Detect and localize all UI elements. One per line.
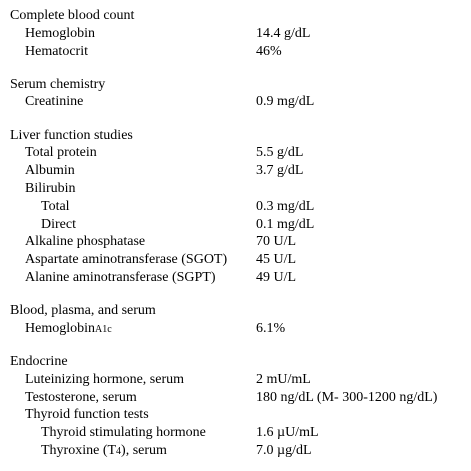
lab-value: 49 U/L <box>256 269 297 285</box>
lab-value: 7.0 µg/dL <box>256 442 312 458</box>
section-title: Liver function studies <box>10 127 133 143</box>
lab-label-pre: Thyroxine (T <box>41 442 117 458</box>
section-title: Serum chemistry <box>10 76 106 92</box>
lab-row-thyroxine <box>10 442 470 460</box>
lab-results-table <box>10 7 470 460</box>
lab-row-lh <box>10 371 470 389</box>
section-header-liver <box>10 127 470 145</box>
lab-label: Testosterone, serum <box>25 389 137 405</box>
lab-row-albumin <box>10 162 470 180</box>
lab-value: 70 U/L <box>256 234 297 250</box>
lab-label-subscript: 4 <box>116 445 122 457</box>
section-title: Complete blood count <box>10 8 135 23</box>
lab-row-hba1c <box>10 320 470 338</box>
lab-value: 2 mU/mL <box>256 371 311 387</box>
lab-value: 5.5 g/dL <box>256 145 304 161</box>
lab-value: 0.9 mg/dL <box>256 94 315 110</box>
lab-row-tsh <box>10 424 470 442</box>
lab-value: 46% <box>256 43 282 59</box>
lab-label <box>41 442 167 461</box>
lab-label: Thyroid function tests <box>25 407 149 423</box>
lab-row-bilirubin-total <box>10 198 470 216</box>
lab-label <box>25 320 112 339</box>
lab-label-post: ), serum <box>121 442 167 458</box>
section-header-blood <box>10 302 470 320</box>
lab-subheader-thyroid <box>10 406 470 424</box>
lab-subheader-bilirubin <box>10 180 470 198</box>
lab-row-total-protein <box>10 144 470 162</box>
section-header-serum-chemistry <box>10 76 470 94</box>
lab-row-alkaline-phosphatase <box>10 233 470 251</box>
section-title: Blood, plasma, and serum <box>10 303 156 319</box>
section-spacer <box>10 338 470 353</box>
lab-label: Hematocrit <box>25 43 88 59</box>
lab-value: 1.6 µU/mL <box>256 425 319 441</box>
lab-label: Luteinizing hormone, serum <box>25 371 185 387</box>
section-title: Endocrine <box>10 353 68 369</box>
section-header-cbc <box>10 7 470 25</box>
lab-value: 3.7 g/dL <box>256 163 304 179</box>
lab-value: 14.4 g/dL <box>256 25 311 41</box>
lab-value: 0.1 mg/dL <box>256 216 315 232</box>
lab-label: Total protein <box>25 145 97 161</box>
lab-label-subscript: A1c <box>95 323 112 335</box>
section-spacer <box>10 111 470 126</box>
lab-value: 180 ng/dL (M- 300-1200 ng/dL) <box>256 389 438 405</box>
lab-label: Alanine aminotransferase (SGPT) <box>25 269 216 285</box>
lab-label: Hemoglobin <box>25 25 95 41</box>
lab-label: Direct <box>41 216 76 232</box>
lab-label: Total <box>41 198 70 214</box>
lab-row-sgot <box>10 251 470 269</box>
lab-row-hemoglobin <box>10 25 470 43</box>
lab-label: Bilirubin <box>25 180 76 196</box>
lab-row-creatinine <box>10 93 470 111</box>
section-header-endocrine <box>10 353 470 371</box>
lab-row-testosterone <box>10 389 470 407</box>
lab-label: Creatinine <box>25 94 84 110</box>
lab-row-hematocrit <box>10 43 470 61</box>
lab-value: 0.3 mg/dL <box>256 198 315 214</box>
lab-label: Aspartate aminotransferase (SGOT) <box>25 252 228 268</box>
lab-label-main: Hemoglobin <box>25 320 95 336</box>
lab-label: Alkaline phosphatase <box>25 234 146 250</box>
section-spacer <box>10 60 470 75</box>
lab-row-bilirubin-direct <box>10 216 470 234</box>
lab-value: 45 U/L <box>256 252 297 268</box>
lab-label: Albumin <box>25 163 75 179</box>
lab-row-sgpt <box>10 269 470 287</box>
section-spacer <box>10 287 470 302</box>
lab-label: Thyroid stimulating hormone <box>41 425 206 441</box>
lab-value: 6.1% <box>256 320 286 336</box>
